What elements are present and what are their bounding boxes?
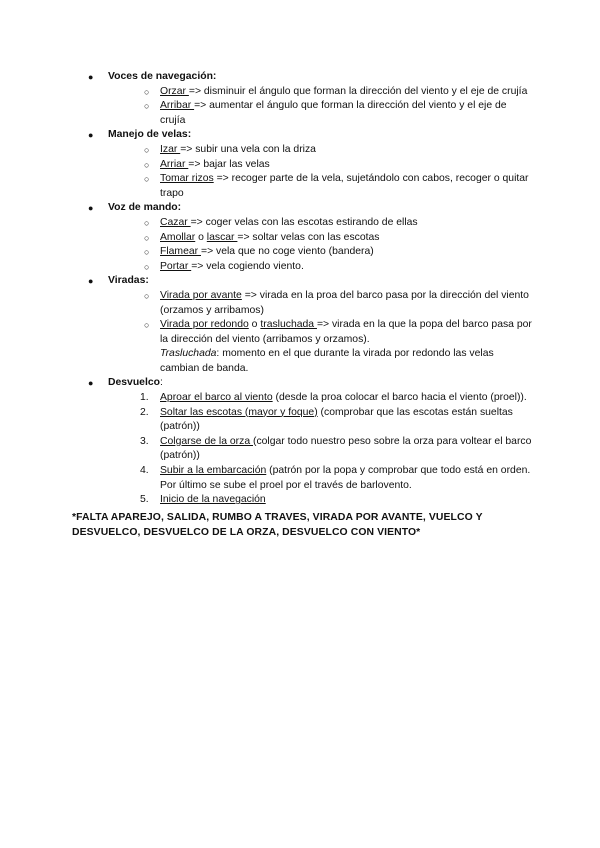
step-term: Colgarse de la orza [160, 435, 253, 447]
section-voces [72, 70, 532, 128]
circle-bullet-icon: ○ [144, 247, 150, 258]
section-manejo [72, 128, 532, 201]
connector: o [195, 231, 207, 243]
list-item [144, 172, 532, 201]
step-number: 3. [140, 435, 149, 447]
step-item [140, 435, 532, 464]
list-item [144, 231, 532, 246]
step-number: 4. [140, 465, 149, 477]
connector: o [248, 319, 261, 331]
definition: => virada en la que la popa del barco pasa por la dirección del viento (arribamos y orzamos). [160, 319, 532, 345]
sublist [108, 85, 532, 129]
document-body [72, 70, 532, 541]
bullet-icon: ● [88, 276, 94, 287]
section-mando [72, 201, 532, 274]
definition: => aumentar el ángulo que forman la dirección del viento y el eje de crujía [160, 100, 507, 126]
step-term: Aproar el barco al viento [160, 392, 273, 404]
term: Virada por redondo [160, 319, 249, 331]
term: Amollar [160, 231, 196, 243]
definition: => disminuir el ángulo que forman la dirección del viento y el eje de crujía [188, 85, 528, 97]
term: Tomar rizos [160, 173, 214, 185]
step-detail: (desde la proa colocar el barco hacia el viento (proel)). [272, 392, 527, 404]
step-detail: (colgar todo nuestro peso sobre la orza para voltear el barco (patrón)) [160, 435, 532, 462]
step-item [140, 464, 532, 493]
note-term: Trasluchada [160, 348, 217, 360]
bullet-icon: ● [88, 203, 94, 214]
topic-list [72, 70, 532, 508]
circle-bullet-icon: ○ [144, 86, 150, 97]
term: Virada por avante [160, 289, 242, 301]
section-title: Voces de navegación: [108, 71, 217, 82]
definition: => vela que no coge viento (bandera) [201, 246, 374, 258]
circle-bullet-icon: ○ [144, 174, 150, 185]
note-text: : momento en el que durante la virada por redondo las velas cambian de banda. [160, 348, 494, 374]
step-item [140, 493, 532, 508]
definition: => virada en la proa del barco pasa por la dirección del viento (orzamos y arribamos) [160, 289, 529, 316]
list-item [144, 99, 532, 128]
definition: => soltar velas con las escotas [237, 231, 380, 243]
section-colon: : [159, 377, 163, 389]
definition: => recoger parte de la vela, sujetándolo con cabos, recoger o quitar trapo [160, 173, 529, 199]
section-title: Desvuelco [108, 377, 160, 389]
definition: => vela cogiendo viento. [191, 260, 304, 272]
final-note: *FALTA APAREJO, SALIDA, RUMBO A TRAVES, VIRADA POR AVANTE, VUELCO Y DESVUELCO, DESVUELCO DE LA ORZA, DESVUELCO CON VIENTO* [72, 511, 483, 539]
steps-list [108, 391, 532, 508]
step-item [140, 406, 532, 435]
bullet-icon: ● [88, 72, 94, 82]
term: Cazar [160, 216, 191, 228]
sublist [108, 216, 532, 274]
circle-bullet-icon: ○ [144, 159, 150, 170]
circle-bullet-icon: ○ [144, 217, 150, 228]
step-term: Inicio de la navegación [160, 494, 266, 506]
bullet-icon: ● [88, 130, 94, 141]
list-item [144, 158, 532, 173]
term: Izar [160, 143, 181, 155]
step-number: 2. [140, 406, 149, 418]
step-detail: (patrón por la popa y comprobar que todo está en orden. Por último se sube el proel por el través de barlovento. [160, 465, 531, 491]
definition: => coger velas con las escotas estirando de ellas [190, 216, 418, 228]
step-term: Soltar las escotas (mayor y foque) [160, 406, 318, 418]
circle-bullet-icon: ○ [144, 101, 150, 112]
term: Arribar [160, 100, 195, 112]
list-item [144, 318, 532, 376]
sublist [108, 289, 532, 377]
term: Orzar [160, 85, 189, 97]
term: lascar [206, 231, 238, 243]
section-desvuelco [72, 376, 532, 507]
list-item [144, 85, 532, 100]
definition: => subir una vela con la driza [180, 143, 316, 155]
step-number: 5. [140, 494, 149, 506]
list-item [144, 289, 532, 318]
list-item [144, 216, 532, 231]
circle-bullet-icon: ○ [144, 232, 150, 243]
circle-bullet-icon: ○ [144, 261, 150, 272]
term: trasluchada [260, 319, 317, 331]
section-title: Viradas: [108, 275, 149, 287]
definition: => bajar las velas [188, 158, 270, 170]
term: Portar [160, 260, 192, 272]
sublist [108, 143, 532, 201]
section-title: Manejo de velas: [108, 129, 192, 141]
circle-bullet-icon: ○ [144, 320, 150, 331]
term: Flamear [160, 246, 201, 258]
list-item [144, 143, 532, 158]
bullet-icon: ● [88, 378, 94, 389]
section-title: Voz de mando: [108, 202, 182, 214]
step-term: Subir a la embarcación [160, 465, 267, 477]
list-item [144, 245, 532, 260]
section-viradas [72, 274, 532, 376]
step-detail: (comprobar que las escotas están sueltas (patrón)) [160, 406, 513, 433]
step-item [140, 391, 532, 406]
circle-bullet-icon: ○ [144, 144, 150, 155]
step-number: 1. [140, 392, 149, 404]
list-item [144, 260, 532, 275]
term: Arriar [160, 158, 189, 170]
circle-bullet-icon: ○ [144, 290, 150, 301]
